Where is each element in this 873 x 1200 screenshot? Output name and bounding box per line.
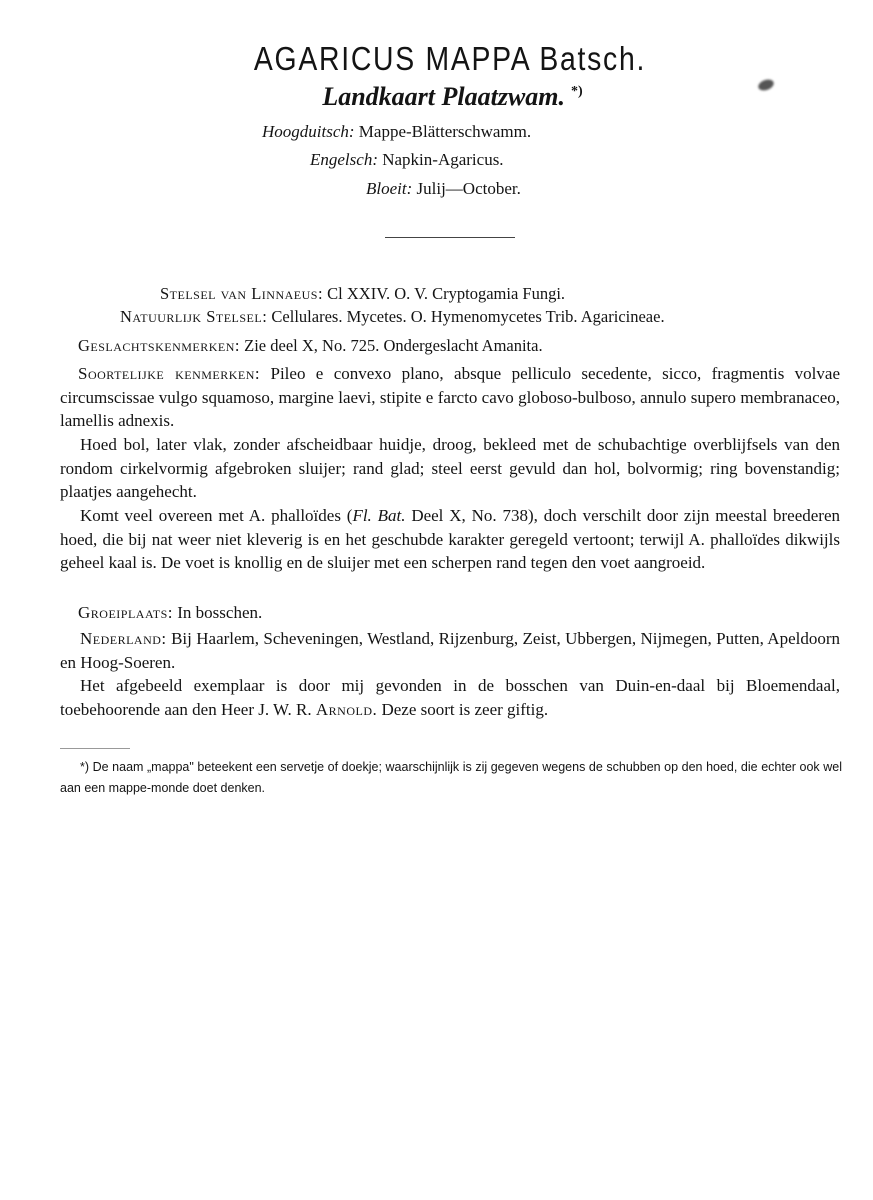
footnote-divider [60, 748, 130, 749]
species-label: Soortelijke kenmerken: [78, 364, 261, 383]
footnote-text: De naam „mappa" beteekent een servetje of doekje; waarschijnlijk is zij gegeven wegens de schubben op den hoed, die echter ook wel aan een mappe-monde doet denken. [60, 760, 842, 795]
netherlands-label: Nederland: [80, 629, 167, 648]
linnaeus-label: Stelsel van Linnaeus: [160, 284, 324, 303]
netherlands-paragraph [60, 627, 840, 674]
netherlands-value: Bij Haarlem, Scheveningen, Westland, Rijzenburg, Zeist, Ubbergen, Nijmegen, Putten, Apeldoorn en Hoog-Soeren. [60, 629, 841, 672]
natural-system-line [120, 307, 665, 327]
dutch-name [0, 82, 873, 112]
footnote-marker: *) [80, 760, 90, 774]
comparison-text-a: Komt veel overeen met A. phalloïdes ( [80, 506, 353, 525]
dutch-name-text: Landkaart Plaatzwam. [322, 82, 566, 111]
natural-system-label: Natuurlijk Stelsel: [120, 307, 268, 326]
specimen-owner: Arnold. [315, 699, 378, 719]
specimen-text-b: Deze soort is zeer giftig. [381, 699, 549, 719]
linnaeus-value: Cl XXIV. O. V. Cryptogamia Fungi. [327, 284, 566, 303]
linnaeus-line [160, 284, 565, 304]
genus-label: Geslachtskenmerken: [78, 336, 241, 355]
english-name [310, 150, 504, 170]
genus-value: Zie deel X, No. 725. Ondergeslacht Amanita. [244, 336, 543, 355]
footnote-mark: *) [571, 84, 583, 100]
flowering-period [366, 179, 521, 199]
habitat-value: In bosschen. [177, 603, 263, 622]
specimen-text-a: Het afgebeeld exemplaar is door mij gevonden in de bosschen van Duin-en-daal bij Bloemendaal, toebehoorende aan den Heer J. W. R. [60, 676, 840, 719]
footnote [60, 757, 842, 799]
english-label: Engelsch: [310, 150, 378, 169]
page-title: AGARICUS MAPPA Batsch. [253, 40, 647, 77]
english-value: Napkin-Agaricus. [382, 150, 504, 169]
species-text: Pileo e convexo plano, absque pelliculo secedente, sicco, fragmentis volvae circumscissae vulgo squamoso, margine laevi, stipite e farcto cavo globoso-bulboso, annulo supero membranaceo, lamellis adnexis. [60, 364, 840, 430]
habitat-line [78, 601, 838, 625]
german-label: Hoogduitsch: [262, 122, 355, 141]
german-value: Mappe-Blätterschwamm. [358, 122, 532, 141]
divider [385, 237, 515, 238]
genus-line [78, 336, 543, 356]
specimen-paragraph [60, 674, 840, 721]
natural-system-value: Cellulares. Mycetes. O. Hymenomycetes Trib. Agaricineae. [271, 307, 665, 326]
description-paragraph: Hoed bol, later vlak, zonder afscheidbaar huidje, droog, bekleed met de schubachtige overblijfsels van den rondom cirkelvormig afgebroken sluijer; rand glad; steel eerst gevuld dan hol, bolvormig; ring bovenstandig; plaatjes aangehecht. [60, 435, 840, 501]
habitat-label: Groeiplaats: [78, 603, 174, 622]
german-name [262, 122, 531, 142]
comparison-paragraph [60, 504, 840, 575]
flowering-label: Bloeit: [366, 179, 413, 198]
flowering-value: Julij—October. [416, 179, 521, 198]
comparison-text-b: Deel X, No. 738), doch verschilt door zijn meestal breederen hoed, die bij nat weer niet kleverig is en het geschubde karakter geregeld vertoont; terwijl A. phalloïdes dikwijls geheel kaal is. De voet is knollig en de sluijer met een scherpen rand tegen den voet aangroeid. [60, 506, 841, 572]
comparison-reference: Fl. Bat. [352, 506, 406, 525]
species-characters [60, 362, 840, 433]
